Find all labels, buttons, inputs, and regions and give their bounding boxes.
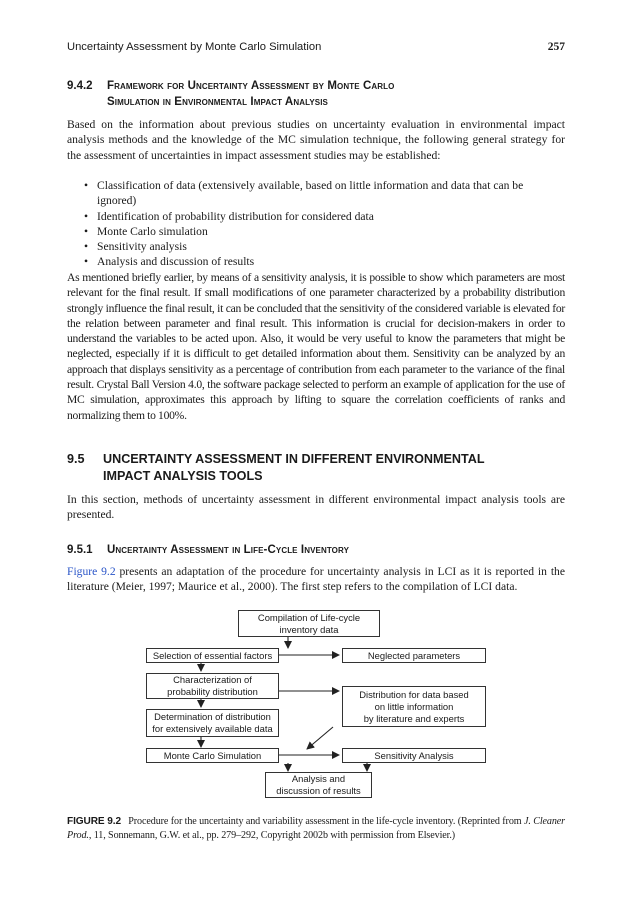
sensitivity-paragraph: As mentioned briefly earlier, by means of a sensitivity analysis, it is possible to show which parameters are most relevant for the final result. If small modifications of one parameter characterized by a probability distribution strongly influence the final result, it can be concluded that the sensitivity of the considered variable is elevated for the relation between parameter and final result. This information is crucial for decision-makers in order to understand the variables to be acted upon. Also, it would be very useful to know the parameters that might be neglected, especially if it is difficult to get detailed information about them. Sensitivity can be analyzed by an approach that displays sensitivity as a percentage of contribution from each parameter to the variance of the final result. Crystal Ball Version 4.0, the software package selected to perform an example of application for the use of MC simulation, approximates this approach by lifting to square the correlation coefficients of ranks and normalizing them to 100%. <box>67 271 565 422</box>
section-number: 9.4.2 <box>67 80 93 92</box>
section-number: 9.5.1 <box>67 544 93 556</box>
list-item: • Monte Carlo simulation <box>84 224 208 238</box>
section-9-5-1-paragraph: Figure 9.2 presents an adaptation of the procedure for uncertainty analysis in LCI as it is reported in the literature (Meier, 1997; Maurice et al., 2000). The first step refers to the compilation of LCI data. <box>67 565 565 594</box>
section-title-line-2: IMPACT ANALYSIS TOOLS <box>103 469 263 483</box>
figure-label: FIGURE 9.2 <box>67 816 121 827</box>
section-title <box>107 78 547 110</box>
page-number: 257 <box>547 41 565 53</box>
box-monte-carlo: Monte Carlo Simulation <box>146 748 279 763</box>
section-heading-9-4-2 <box>67 78 565 112</box>
section-title-line-1: Framework for Uncertainty Assessment by Monte Carlo <box>107 80 395 92</box>
procedure-diagram <box>67 605 565 801</box>
intro-paragraph: Based on the information about previous studies on uncertainty evaluation in environmental impact analysis methods and the knowledge of the MC simulation technique, the following general strategy for the assessment of uncertainties in impact assessment studies may be established: <box>67 118 565 162</box>
strategy-list <box>67 178 565 270</box>
section-title-line-2: Simulation in Environmental Impact Analysis <box>107 96 328 108</box>
list-item: • Sensitivity analysis <box>84 240 187 254</box>
section-heading-9-5-1 <box>67 542 565 558</box>
figure-caption: FIGURE 9.2 Procedure for the uncertainty and variability assessment in the life-cycle inventory. (Reprinted from J. Cleaner Prod., 11, Sonnemann, G.W. et al., pp. 279–292, Copyright 2002b with permission from Elsevier.) <box>67 816 566 841</box>
box-selection: Selection of essential factors <box>146 648 279 663</box>
running-head <box>67 41 565 57</box>
box-analysis: Analysis and discussion of results <box>265 772 372 798</box>
box-neglected: Neglected parameters <box>342 648 486 663</box>
box-compilation: Compilation of Life-cycle inventory data <box>238 610 380 637</box>
box-distribution-little-info: Distribution for data based on little information by literature and experts <box>342 686 486 727</box>
box-characterization: Characterization of probability distribution <box>146 673 279 699</box>
section-title: Uncertainty Assessment in Life-Cycle Inventory <box>107 544 350 556</box>
box-determination: Determination of distribution for extensively available data <box>146 709 279 737</box>
list-item: • Analysis and discussion of results <box>84 255 255 269</box>
box-sensitivity: Sensitivity Analysis <box>342 748 486 763</box>
section-number: 9.5 <box>67 452 85 466</box>
section-heading-9-5 <box>67 451 565 485</box>
section-title <box>103 451 543 485</box>
running-head-title: Uncertainty Assessment by Monte Carlo Simulation <box>67 41 322 53</box>
connector-arrow <box>307 727 333 749</box>
section-title-line-1: UNCERTAINTY ASSESSMENT IN DIFFERENT ENVIRONMENTAL <box>103 452 485 466</box>
section-9-5-intro: In this section, methods of uncertainty assessment in different environmental impact analysis tools are presented. <box>67 493 565 522</box>
list-item: • Identification of probability distribution for considered data <box>84 209 374 223</box>
figure-link[interactable]: Figure 9.2 <box>67 565 116 578</box>
list-item: • Classification of data (extensively available, based on little information and data that can be ignored) <box>84 179 524 208</box>
